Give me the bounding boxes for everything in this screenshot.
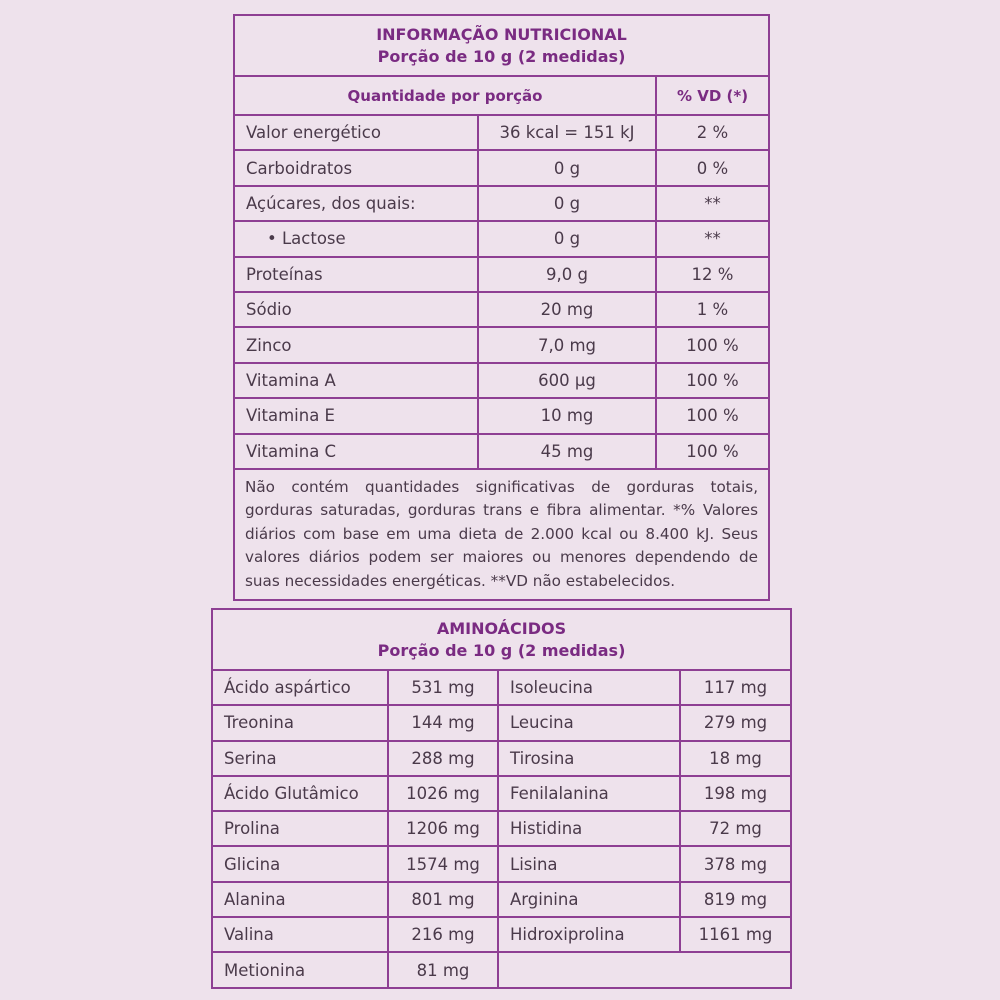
amino-value: 72 mg — [680, 811, 791, 846]
amino-value: 216 mg — [388, 917, 498, 952]
footnote-row — [234, 469, 769, 601]
table-row — [234, 150, 769, 185]
nutrition-facts-table — [233, 14, 770, 601]
nutrient-label: Açúcares, dos quais: — [234, 186, 478, 221]
nutrient-label: Carboidratos — [234, 150, 478, 185]
amino-name: Valina — [212, 917, 388, 952]
nutrition-title-cell — [234, 15, 769, 76]
amino-value: 288 mg — [388, 741, 498, 776]
nutrient-vd: 100 % — [656, 398, 769, 433]
amino-title: AMINOÁCIDOS — [436, 618, 567, 638]
amino-value: 81 mg — [388, 952, 498, 987]
amino-name: Treonina — [212, 705, 388, 740]
amino-name: Fenilalanina — [498, 776, 680, 811]
amino-name: Lisina — [498, 846, 680, 881]
nutrient-value: 36 kcal = 151 kJ — [478, 115, 656, 150]
amino-value: 18 mg — [680, 741, 791, 776]
table-row — [212, 917, 791, 952]
table-row — [234, 221, 769, 256]
table-row — [234, 257, 769, 292]
nutrient-vd: 2 % — [656, 115, 769, 150]
nutrient-vd: 100 % — [656, 363, 769, 398]
amino-name: Hidroxiprolina — [498, 917, 680, 952]
table-row — [212, 776, 791, 811]
amino-name: Glicina — [212, 846, 388, 881]
amino-name: Ácido aspártico — [212, 670, 388, 705]
nutrient-value: 0 g — [478, 186, 656, 221]
amino-value: 801 mg — [388, 882, 498, 917]
amino-name: Arginina — [498, 882, 680, 917]
table-row — [212, 846, 791, 881]
nutrient-value: 20 mg — [478, 292, 656, 327]
nutrient-label: Proteínas — [234, 257, 478, 292]
amino-value: 279 mg — [680, 705, 791, 740]
amino-value: 378 mg — [680, 846, 791, 881]
amino-value: 1206 mg — [388, 811, 498, 846]
amino-name: Histidina — [498, 811, 680, 846]
nutrient-vd: ** — [656, 221, 769, 256]
amino-value: 198 mg — [680, 776, 791, 811]
nutrient-label: Vitamina A — [234, 363, 478, 398]
table-row — [212, 882, 791, 917]
nutrient-vd: ** — [656, 186, 769, 221]
amino-title-row — [212, 609, 791, 670]
nutrient-label: Zinco — [234, 327, 478, 362]
amino-title-cell — [212, 609, 791, 670]
nutrition-subtitle: Porção de 10 g (2 medidas) — [377, 46, 626, 66]
nutrient-value: 0 g — [478, 221, 656, 256]
amino-name: Tirosina — [498, 741, 680, 776]
nutrition-title: INFORMAÇÃO NUTRICIONAL — [376, 24, 627, 44]
amino-value: 144 mg — [388, 705, 498, 740]
amino-empty-cell — [498, 952, 791, 987]
amino-value: 531 mg — [388, 670, 498, 705]
table-row — [234, 292, 769, 327]
nutrient-value: 7,0 mg — [478, 327, 656, 362]
amino-value: 1026 mg — [388, 776, 498, 811]
table-row — [234, 115, 769, 150]
table-row — [234, 363, 769, 398]
nutrition-footnote: Não contém quantidades significativas de gorduras totais, gorduras saturadas, gorduras trans e fibra alimentar. *% Valores diários com base em uma dieta de 2.000 kcal ou 8.400 kJ. Seus valores diários podem ser maiores ou menores dependendo de suas necessidades energéticas. **VD não estabelecidos. — [234, 469, 769, 601]
table-row — [212, 811, 791, 846]
table-row — [212, 952, 791, 987]
nutrient-label: Vitamina C — [234, 434, 478, 469]
nutrition-title-row — [234, 15, 769, 76]
table-row — [234, 327, 769, 362]
nutrient-vd: 1 % — [656, 292, 769, 327]
header-quantity: Quantidade por porção — [234, 76, 656, 115]
nutrient-value: 0 g — [478, 150, 656, 185]
table-row — [234, 186, 769, 221]
amino-name: Alanina — [212, 882, 388, 917]
nutrient-vd: 100 % — [656, 434, 769, 469]
nutrient-label: Sódio — [234, 292, 478, 327]
amino-value: 117 mg — [680, 670, 791, 705]
amino-value: 1161 mg — [680, 917, 791, 952]
amino-name: Ácido Glutâmico — [212, 776, 388, 811]
amino-name: Metionina — [212, 952, 388, 987]
nutrient-value: 45 mg — [478, 434, 656, 469]
table-row — [212, 741, 791, 776]
nutrient-label: • Lactose — [234, 221, 478, 256]
amino-name: Prolina — [212, 811, 388, 846]
nutrient-label: Valor energético — [234, 115, 478, 150]
amino-value: 819 mg — [680, 882, 791, 917]
header-vd: % VD (*) — [656, 76, 769, 115]
table-row — [212, 670, 791, 705]
nutrient-value: 9,0 g — [478, 257, 656, 292]
nutrient-vd: 0 % — [656, 150, 769, 185]
nutrient-value: 10 mg — [478, 398, 656, 433]
table-row — [212, 705, 791, 740]
amino-subtitle: Porção de 10 g (2 medidas) — [377, 640, 626, 660]
amino-name: Serina — [212, 741, 388, 776]
table-row — [234, 434, 769, 469]
amino-value: 1574 mg — [388, 846, 498, 881]
amino-name: Isoleucina — [498, 670, 680, 705]
nutrition-header-row — [234, 76, 769, 115]
nutrient-value: 600 µg — [478, 363, 656, 398]
amino-name: Leucina — [498, 705, 680, 740]
nutrient-vd: 100 % — [656, 327, 769, 362]
table-row — [234, 398, 769, 433]
amino-acids-table — [211, 608, 792, 989]
nutrient-vd: 12 % — [656, 257, 769, 292]
nutrient-label: Vitamina E — [234, 398, 478, 433]
